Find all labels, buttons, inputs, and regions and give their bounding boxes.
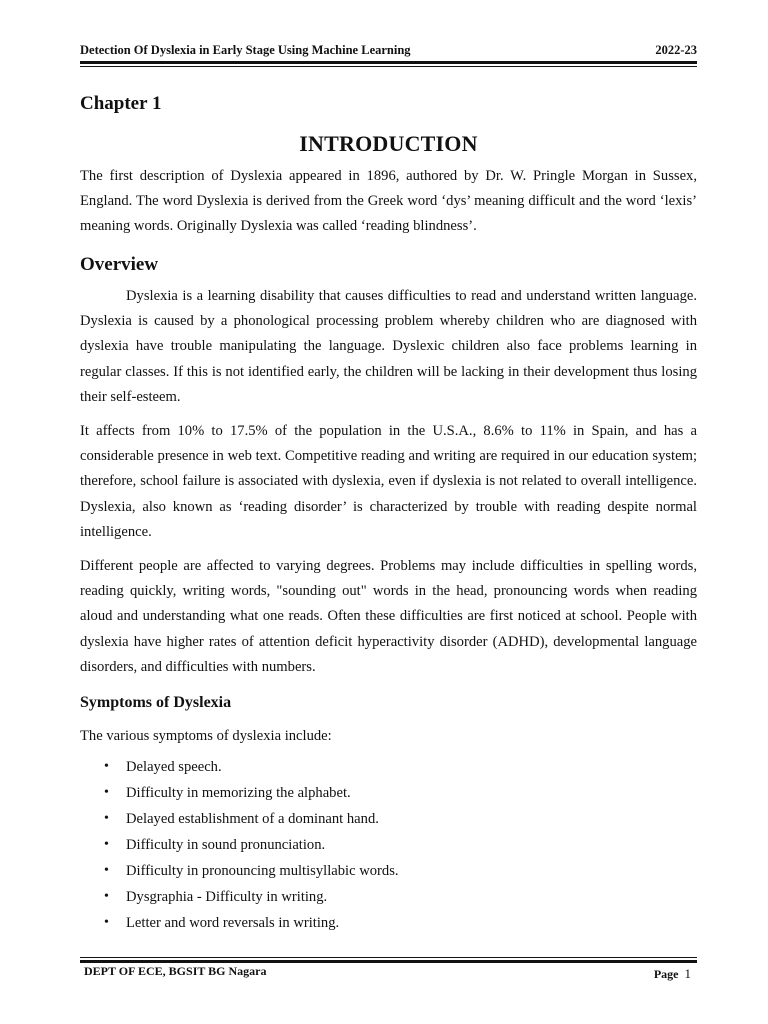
symptoms-heading: Symptoms of Dyslexia [80,694,232,711]
list-item-text: Difficulty in sound pronunciation. [126,837,326,853]
chapter-label: Chapter 1 [80,93,162,114]
list-item [80,910,697,936]
list-item [80,806,697,832]
header-title: Detection Of Dyslexia in Early Stage Using Machine Learning [80,43,411,57]
header-year: 2022-23 [655,43,697,57]
bullet-icon: • [104,811,109,826]
page-number-value: 1 [684,966,691,981]
list-item-text: Delayed speech. [126,759,222,775]
page-header [80,43,697,63]
bullet-icon: • [104,837,109,852]
overview-paragraph-2: It affects from 10% to 17.5% of the population in the U.S.A., 8.6% to 11% in Spain, and has a considerable presence in web text. Competitive reading and writing are required in our education system; therefore, school failure is associated with dyslexia, even if dyslexia is not related to overall intelligence. Dyslexia, also known as ‘reading disorder’ is characterized by trouble with reading despite normal intelligence. [80,423,697,540]
page-title: INTRODUCTION [299,131,478,156]
list-item-text: Difficulty in pronouncing multisyllabic words. [126,863,399,879]
list-item-text: Letter and word reversals in writing. [126,915,340,931]
symptoms-list [80,754,697,936]
bullet-icon: • [104,889,109,904]
list-item [80,858,697,884]
list-item-text: Difficulty in memorizing the alphabet. [126,785,351,801]
list-item-text: Delayed establishment of a dominant hand. [126,811,379,827]
page-label: Page [653,967,679,981]
list-item [80,754,697,780]
overview-heading: Overview [80,254,159,275]
page-footer [80,964,697,984]
bullet-icon: • [104,915,109,930]
list-item [80,884,697,910]
intro-paragraph: The first description of Dyslexia appeared in 1896, authored by Dr. W. Pringle Morgan in Sussex, England. The word Dyslexia is derived from the Greek word ‘dys’ meaning difficult and the word ‘lexis’ meaning words. Originally Dyslexia was called ‘reading blindness’. [80,168,697,235]
overview-paragraph-3: Different people are affected to varying degrees. Problems may include difficulties in spelling words, reading quickly, writing words, "sounding out" words in the head, pronouncing words when reading aloud and understanding what one reads. Often these difficulties are first noticed at school. People with dyslexia have higher rates of attention deficit hyperactivity disorder (ADHD), developmental language disorders, and difficulties with numbers. [80,558,697,675]
overview-paragraph-1: Dyslexia is a learning disability that causes difficulties to read and understand written language. Dyslexia is caused by a phonological processing problem whereby children who are diagnosed with dyslexia have trouble manipulating the language. Dyslexic children also face problems learning in regular classes. If this is not identified early, the children will be lacking in their development thus losing their self-esteem. [80,288,697,405]
bullet-icon: • [104,863,109,878]
footer-rule-thin [80,957,697,958]
list-item [80,832,697,858]
footer-rule-thick [80,960,697,963]
bullet-icon: • [104,759,109,774]
footer-department: DEPT OF ECE, BGSIT BG Nagara [84,964,267,978]
bullet-icon: • [104,785,109,800]
symptoms-intro: The various symptoms of dyslexia include: [80,728,332,744]
list-item-text: Dysgraphia - Difficulty in writing. [126,889,328,905]
page-number [654,966,691,982]
list-item [80,780,697,806]
header-rule-thin [80,66,697,67]
header-rule-thick [80,61,697,64]
